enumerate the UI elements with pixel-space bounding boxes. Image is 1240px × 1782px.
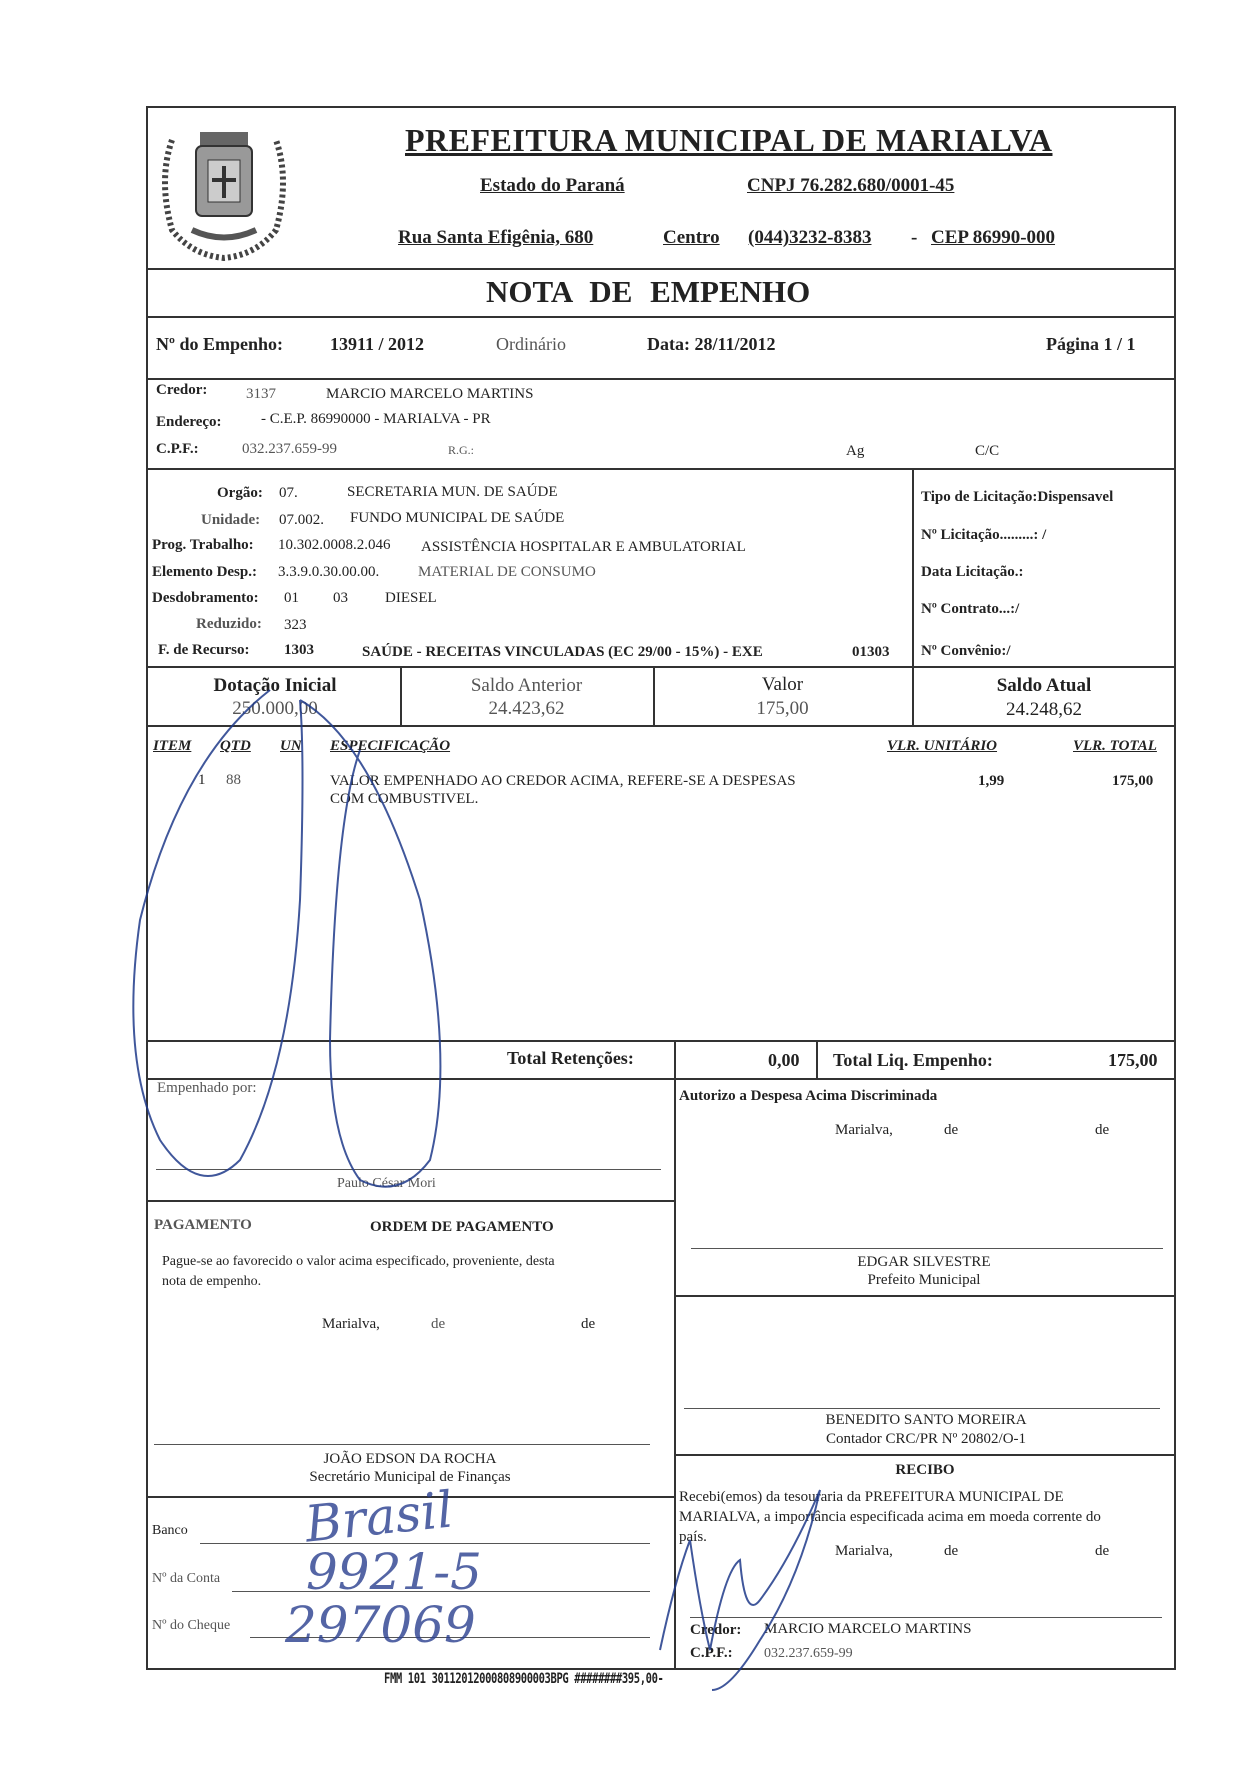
cc-label: C/C [975, 443, 1000, 459]
banco-label: Banco [152, 1523, 188, 1538]
banco-handwritten: Brasil [302, 1480, 456, 1554]
divider [146, 1200, 674, 1202]
unidade-label: Unidade: [201, 512, 261, 528]
recibo-credor-label: Credor: [690, 1622, 742, 1638]
unidade-code: 07.002. [279, 512, 324, 528]
prog-name: ASSISTÊNCIA HOSPITALAR E AMBULATORIAL [421, 539, 746, 555]
conta-handwritten: 9921-5 [306, 1543, 482, 1601]
pagamento-title: ORDEM DE PAGAMENTO [370, 1219, 554, 1235]
divider [146, 1078, 1176, 1080]
contador-role: Contador CRC/PR Nº 20802/O-1 [825, 1431, 1027, 1447]
credor-cpf: 032.237.659-99 [242, 441, 337, 457]
divider [674, 1078, 676, 1668]
orgao-label: Orgão: [217, 485, 263, 501]
prog-code: 10.302.0008.2.046 [278, 537, 391, 553]
item-number: 1 [198, 772, 206, 788]
dotacao-label: Dotação Inicial [213, 675, 337, 696]
pagamento-de2: de [581, 1316, 596, 1332]
recibo-cpf-label: C.P.F.: [690, 1645, 733, 1661]
pagamento-text-line2: nota de empenho. [162, 1274, 262, 1289]
prefeito-role: Prefeito Municipal [867, 1272, 981, 1288]
credor-address: - C.E.P. 86990000 - MARIALVA - PR [261, 411, 491, 427]
recibo-de1: de [944, 1543, 959, 1559]
desdobramento-code2: 03 [333, 590, 348, 606]
total-liquido-value: 175,00 [1108, 1050, 1158, 1070]
item-unit-value: 1,99 [978, 773, 1005, 789]
signature-line [156, 1169, 661, 1170]
micr-line: FMM 101 30112012000808900003BPG ########395,00- [384, 1671, 664, 1687]
recurso-code2: 01303 [852, 644, 890, 660]
pagamento-label: PAGAMENTO [154, 1217, 252, 1233]
divider [912, 468, 914, 668]
item-total-value: 175,00 [1112, 773, 1154, 789]
page-number: Página 1 / 1 [1046, 334, 1136, 354]
cpf-label: C.P.F.: [156, 441, 199, 457]
recurso-label: F. de Recurso: [158, 642, 250, 658]
numero-convenio: Nº Convênio:/ [921, 643, 1011, 659]
recurso-name: SAÚDE - RECEITAS VINCULADAS (EC 29/00 - 15%) - EXE [362, 644, 763, 660]
empenho-label: Nº do Empenho: [156, 334, 283, 354]
valor-label: Valor [761, 674, 804, 695]
header-separator: - [911, 227, 918, 248]
recibo-city: Marialva, [835, 1543, 893, 1559]
elemento-code: 3.3.9.0.30.00.00. [278, 564, 380, 580]
empenho-number: 13911 / 2012 [330, 334, 425, 354]
autorizo-city: Marialva, [835, 1122, 893, 1138]
item-qtd: 88 [226, 772, 241, 788]
saldo-anterior-value: 24.423,62 [488, 698, 565, 719]
dotacao-value: 250.000,00 [232, 698, 318, 719]
item-desc-line1: VALOR EMPENHADO AO CREDOR ACIMA, REFERE-SE A DESPESAS [330, 773, 796, 789]
autorizo-label: Autorizo a Despesa Acima Discriminada [679, 1088, 938, 1104]
empenho-type: Ordinário [496, 334, 566, 354]
credor-code: 3137 [246, 386, 276, 402]
contador-name: BENEDITO SANTO MOREIRA [825, 1412, 1027, 1428]
item-desc-line2: COM COMBUSTIVEL. [330, 791, 479, 807]
secretario-name: JOÃO EDSON DA ROCHA [323, 1451, 497, 1467]
elemento-name: MATERIAL DE CONSUMO [418, 564, 596, 580]
divider [146, 725, 1176, 727]
divider [146, 1040, 1176, 1042]
header-state: Estado do Paraná [480, 175, 625, 196]
credor-name: MARCIO MARCELO MARTINS [326, 386, 534, 402]
col-item: ITEM [153, 738, 192, 754]
divider [146, 316, 1176, 318]
saldo-anterior-label: Saldo Anterior [470, 675, 583, 696]
signature-line [684, 1408, 1160, 1409]
recibo-text-line1: Recebi(emos) da tesouraria da PREFEITURA MUNICIPAL DE [679, 1489, 1064, 1505]
recibo-cpf: 032.237.659-99 [764, 1646, 853, 1661]
address-label: Endereço: [156, 414, 222, 430]
empenhado-signer: Paulo César Mori [337, 1176, 436, 1191]
divider [146, 268, 1176, 270]
total-retencoes-value: 0,00 [768, 1050, 800, 1070]
divider [674, 1040, 676, 1080]
divider [674, 1454, 1176, 1456]
col-vlr-total: VLR. TOTAL [1073, 738, 1157, 754]
cheque-handwritten: 297069 [285, 1596, 476, 1654]
header-district: Centro [663, 227, 720, 248]
pagamento-de1: de [431, 1316, 446, 1332]
cheque-label: Nº do Cheque [152, 1618, 231, 1633]
header-phone: (044)3232-8383 [748, 227, 872, 248]
ag-label: Ag [846, 443, 865, 459]
unidade-name: FUNDO MUNICIPAL DE SAÚDE [350, 510, 565, 526]
prefeito-name: EDGAR SILVESTRE [857, 1254, 991, 1270]
valor-value: 175,00 [756, 698, 809, 719]
elemento-label: Elemento Desp.: [152, 564, 257, 580]
saldo-atual-label: Saldo Atual [996, 675, 1092, 696]
recibo-text-line2: MARIALVA, a importância especificada acima em moeda corrente do [679, 1509, 1101, 1525]
data-licitacao: Data Licitação.: [921, 564, 1024, 580]
empenho-date: Data: 28/11/2012 [647, 334, 776, 354]
desdobramento-code1: 01 [284, 590, 299, 606]
col-especificacao: ESPECIFICAÇÃO [330, 738, 451, 754]
header-title: PREFEITURA MUNICIPAL DE MARIALVA [405, 122, 1053, 158]
prog-label: Prog. Trabalho: [152, 537, 254, 553]
col-vlr-unitario: VLR. UNITÁRIO [887, 738, 998, 754]
coat-of-arms-icon [152, 110, 296, 262]
divider [816, 1040, 818, 1080]
desdobramento-name: DIESEL [385, 590, 437, 606]
desdobramento-label: Desdobramento: [152, 590, 259, 606]
col-un: UN [280, 738, 302, 754]
divider [146, 378, 1176, 380]
recibo-credor-name: MARCIO MARCELO MARTINS [764, 1621, 972, 1637]
rg-label: R.G.: [448, 443, 475, 457]
secretario-role: Secretário Municipal de Finanças [309, 1469, 511, 1485]
divider [146, 468, 1176, 470]
total-retencoes-label: Total Retenções: [507, 1048, 634, 1068]
autorizo-de1: de [944, 1122, 959, 1138]
header-address: Rua Santa Efigênia, 680 [398, 227, 594, 248]
col-qtd: QTD [220, 738, 251, 754]
recibo-text-line3: país. [679, 1529, 707, 1545]
document-title: NOTA DE EMPENHO [486, 274, 811, 309]
pagamento-city: Marialva, [322, 1316, 380, 1332]
autorizo-de2: de [1095, 1122, 1110, 1138]
credor-label: Credor: [156, 382, 208, 398]
pagamento-text-line1: Pague-se ao favorecido o valor acima especificado, proveniente, desta [162, 1254, 555, 1269]
numero-contrato: Nº Contrato...:/ [921, 601, 1020, 617]
empenhado-label: Empenhado por: [157, 1080, 257, 1096]
divider [674, 1295, 1176, 1297]
reduzido-value: 323 [284, 617, 307, 633]
divider [146, 666, 1176, 668]
total-liquido-label: Total Liq. Empenho: [833, 1050, 993, 1070]
signature-line [690, 1617, 1162, 1618]
reduzido-label: Reduzido: [196, 616, 262, 632]
signature-line [691, 1248, 1163, 1249]
recibo-de2: de [1095, 1543, 1110, 1559]
recurso-code: 1303 [284, 642, 314, 658]
conta-label: Nº da Conta [152, 1571, 221, 1586]
recibo-title: RECIBO [895, 1462, 955, 1478]
numero-licitacao: Nº Licitação.........: / [921, 527, 1047, 543]
orgao-code: 07. [279, 485, 298, 501]
header-cnpj: CNPJ 76.282.680/0001-45 [747, 175, 955, 196]
signature-line [154, 1444, 650, 1445]
orgao-name: SECRETARIA MUN. DE SAÚDE [347, 484, 558, 500]
tipo-licitacao: Tipo de Licitação:Dispensavel [921, 489, 1114, 505]
saldo-atual-value: 24.248,62 [1006, 699, 1082, 720]
header-cep: CEP 86990-000 [931, 227, 1056, 248]
